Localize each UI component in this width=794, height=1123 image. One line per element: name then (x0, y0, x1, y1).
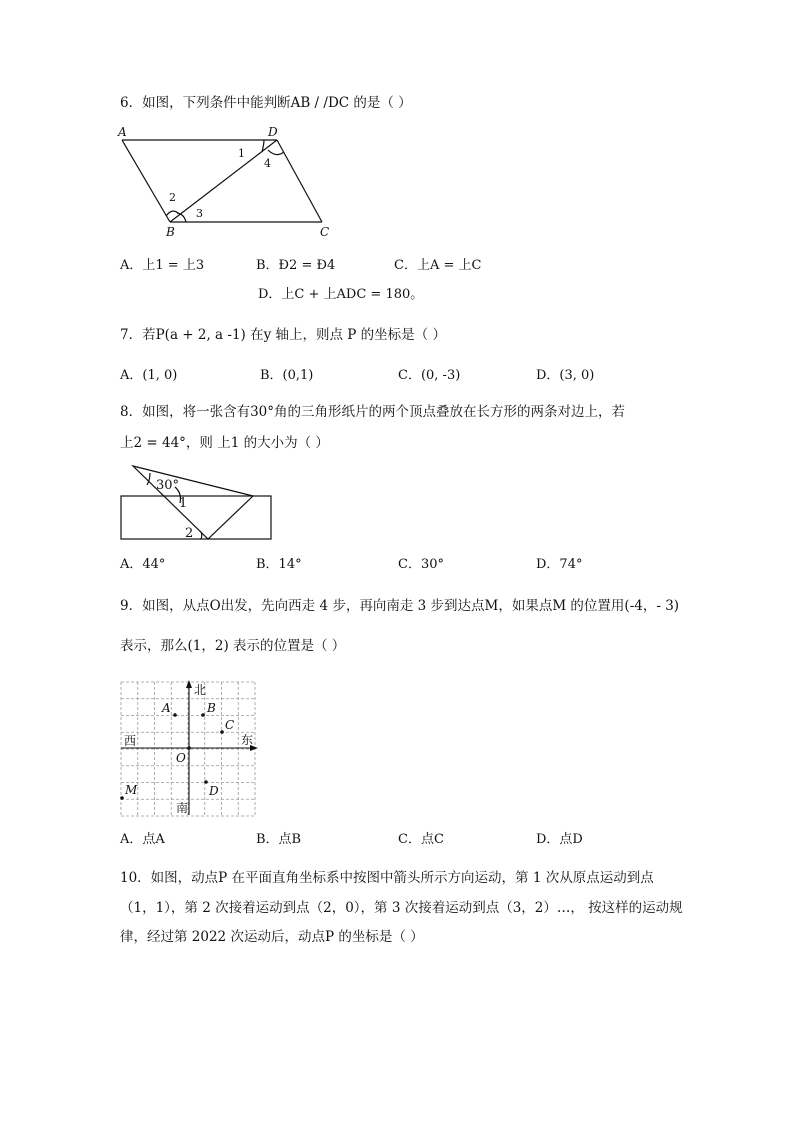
q9-point-m (120, 796, 124, 800)
q9-point-o (187, 746, 191, 750)
q9-north-arrow-icon (186, 680, 192, 688)
q9-point-a (173, 713, 177, 717)
q9-label-b: B (207, 701, 216, 715)
q6-angle-1: 1 (238, 147, 245, 160)
q6-stem: 6．如图，下列条件中能判断AB / /DC 的是（ ） (120, 95, 412, 111)
q6-label-b: B (166, 225, 175, 239)
q6-option-d[interactable]: D．上C + 上ADC = 180。 (258, 287, 424, 302)
q9-label-m: M (125, 783, 138, 797)
q9-option-a[interactable]: A．点A (120, 832, 165, 847)
q6-option-c[interactable]: C．上A = 上C (394, 258, 482, 273)
q9-label-o: O (176, 751, 186, 765)
q6-angle-3: 3 (196, 207, 203, 220)
q9-label-north: 北 (194, 683, 207, 697)
q9-point-c (220, 730, 224, 734)
q7-option-a[interactable]: A．(1, 0) (120, 368, 178, 383)
q6-angle-4: 4 (264, 157, 271, 170)
q9-label-west: 西 (124, 734, 137, 748)
q6-option-a[interactable]: A．上1 = 上3 (120, 258, 205, 273)
q8-option-b[interactable]: B．14° (256, 557, 302, 572)
q7-stem: 7．若P(a + 2, a -1) 在y 轴上，则点 P 的坐标是（ ） (120, 327, 446, 343)
q9-option-b[interactable]: B．点B (256, 832, 302, 847)
q10-line2: （1，1），第 2 次接着运动到点（2，0），第 3 次接着运动到点（3，2）…， 按这样的运动规 (120, 900, 683, 916)
q9-point-d (204, 780, 208, 784)
q7-option-b[interactable]: B．(0,1) (260, 368, 314, 383)
q8-option-a[interactable]: A．44° (120, 557, 166, 572)
q8-angle-1: 1 (179, 496, 188, 511)
q8-stem-line1: 8．如图，将一张含有30°角的三角形纸片的两个顶点叠放在长方形的两条对边上，若 (120, 404, 626, 420)
q7-option-d[interactable]: D．(3, 0) (536, 368, 595, 383)
q8-option-d[interactable]: D．74° (536, 557, 583, 572)
q6-label-d: D (268, 125, 278, 139)
q6-angle-2: 2 (169, 191, 176, 204)
q9-point-b (201, 713, 205, 717)
q9-label-south: 南 (176, 801, 189, 815)
q8-stem-line2: 上2 = 44°，则 上1 的大小为（ ） (120, 435, 329, 451)
q10-line3: 律，经过第 2022 次运动后，动点P 的坐标是（ ） (120, 929, 424, 945)
q8-angle-30: 30° (156, 478, 180, 493)
q9-label-d: D (209, 784, 219, 798)
q9-label-a: A (162, 701, 171, 715)
q6-label-a: A (118, 125, 127, 139)
q9-stem-line2: 表示，那么(1，2) 表示的位置是（ ） (120, 638, 346, 654)
q9-label-east: 东 (241, 733, 254, 747)
q7-option-c[interactable]: C．(0, -3) (398, 368, 461, 383)
q9-label-c: C (225, 718, 235, 732)
q9-option-d[interactable]: D．点D (536, 832, 583, 847)
q8-option-c[interactable]: C．30° (398, 557, 444, 572)
q10-line1: 10．如图，动点P 在平面直角坐标系中按图中箭头所示方向运动，第 1 次从原点运动到点 (120, 870, 654, 886)
q8-angle-2: 2 (185, 526, 194, 541)
q6-label-c: C (320, 225, 330, 239)
q9-stem-line1: 9．如图，从点O出发，先向西走 4 步，再向南走 3 步到达点M，如果点M 的位置用(-4，- 3) (120, 598, 680, 614)
q6-option-b[interactable]: B．Ð2 = Ð4 (256, 258, 336, 273)
q9-option-c[interactable]: C．点C (398, 832, 444, 847)
